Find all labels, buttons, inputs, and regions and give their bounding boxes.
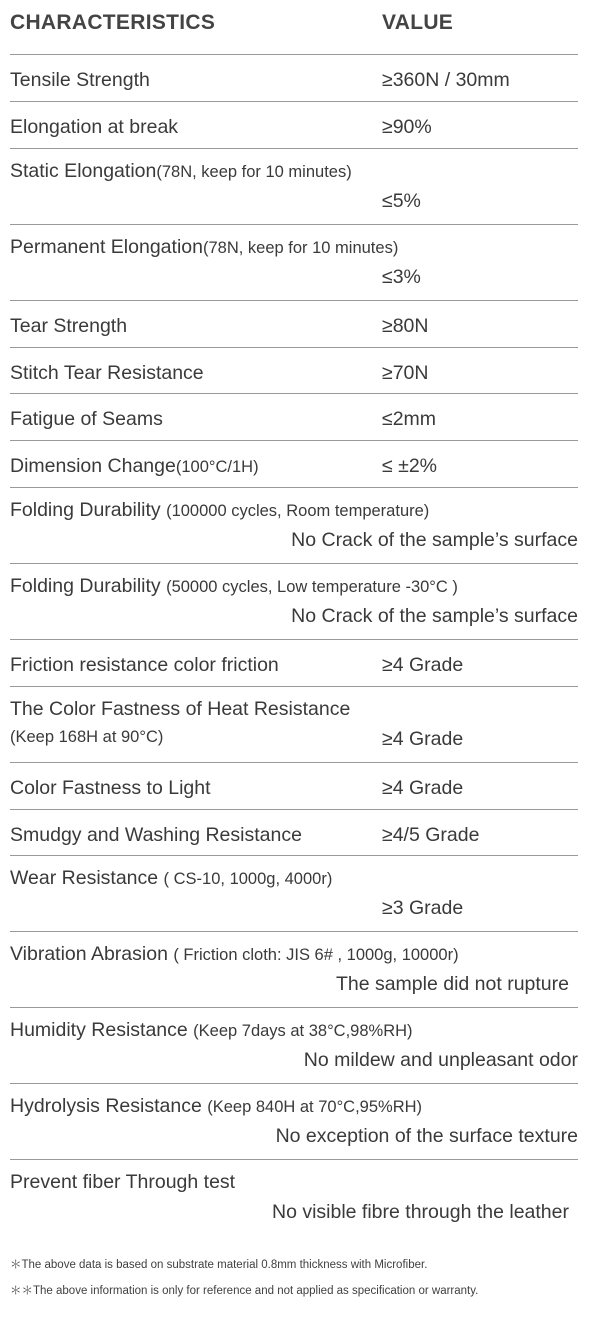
characteristic-value: ≥3 Grade xyxy=(382,897,464,919)
characteristic-name: Elongation at break xyxy=(10,116,179,138)
table-row xyxy=(10,102,578,149)
table-row xyxy=(10,441,578,488)
test-condition: ( CS-10, 1000g, 4000r) xyxy=(163,870,333,888)
table-row xyxy=(10,301,578,348)
characteristic-name: Tensile Strength xyxy=(10,69,150,91)
characteristic-value: ≥70N xyxy=(382,362,429,384)
characteristic-name: Dimension Change(100°C/1H) xyxy=(10,455,259,477)
characteristic-value: ≤5% xyxy=(382,190,421,212)
table-row xyxy=(10,55,578,102)
table-row xyxy=(10,1008,578,1084)
characteristic-value: ≥90% xyxy=(382,116,432,138)
table-row xyxy=(10,394,578,441)
characteristic-value: ≥4/5 Grade xyxy=(382,824,480,846)
table-row xyxy=(10,763,578,810)
characteristic-value: No Crack of the sample’s surface xyxy=(291,529,578,551)
table-row xyxy=(10,1084,578,1160)
footnotes xyxy=(10,1252,590,1304)
table-row xyxy=(10,225,578,301)
characteristic-name: Prevent fiber Through test xyxy=(10,1171,236,1193)
test-condition: (Keep 840H at 70°C,95%RH) xyxy=(207,1098,423,1116)
characteristic-name: Friction resistance color friction xyxy=(10,654,279,676)
characteristic-name: Static Elongation(78N, keep for 10 minutes) xyxy=(10,160,352,182)
characteristic-value: ≤ ±2% xyxy=(382,455,438,477)
table-row xyxy=(10,932,578,1008)
characteristic-value: ≥80N xyxy=(382,315,429,337)
table-row xyxy=(10,810,578,856)
characteristic-name: Humidity Resistance (Keep 7days at 38°C,98%RH) xyxy=(10,1019,413,1041)
characteristic-name: Folding Durability (100000 cycles, Room temperature) xyxy=(10,499,430,521)
characteristic-value: No Crack of the sample’s surface xyxy=(291,605,578,627)
characteristic-value: ≤3% xyxy=(382,266,421,288)
table-header xyxy=(10,0,578,55)
characteristic-value: ≥4 Grade xyxy=(382,728,464,750)
characteristic-value: No exception of the surface texture xyxy=(275,1125,578,1147)
characteristic-name: Vibration Abrasion ( Friction cloth: JIS 6# , 1000g, 10000r) xyxy=(10,943,459,965)
value-column-header: VALUE xyxy=(382,11,454,34)
characteristic-name: Stitch Tear Resistance xyxy=(10,362,204,384)
test-condition: (100000 cycles, Room temperature) xyxy=(166,502,430,520)
characteristic-name: Color Fastness to Light xyxy=(10,777,211,799)
table-row xyxy=(10,564,578,640)
characteristic-name: The Color Fastness of Heat Resistance xyxy=(10,698,351,720)
table-row xyxy=(10,488,578,564)
table-row xyxy=(10,687,578,763)
characteristic-value: ≥4 Grade xyxy=(382,654,464,676)
test-condition: (100°C/1H) xyxy=(175,458,259,476)
characteristic-name: Tear Strength xyxy=(10,315,128,337)
characteristic-value: ≤2mm xyxy=(382,408,437,430)
characteristic-value: The sample did not rupture xyxy=(335,973,569,995)
characteristic-value: ≥4 Grade xyxy=(382,777,464,799)
table-row xyxy=(10,348,578,394)
characteristic-name: Hydrolysis Resistance (Keep 840H at 70°C,95%RH) xyxy=(10,1095,423,1117)
characteristic-name: Permanent Elongation(78N, keep for 10 minutes) xyxy=(10,236,399,258)
characteristic-name: Fatigue of Seams xyxy=(10,408,163,430)
characteristic-name: Smudgy and Washing Resistance xyxy=(10,824,302,846)
test-condition: (50000 cycles, Low temperature -30°C ) xyxy=(166,578,458,596)
characteristic-name: Folding Durability (50000 cycles, Low temperature -30°C ) xyxy=(10,575,458,597)
footnote-disclaimer: ＊＊The above information is only for reference and not applied as specification or warranty. xyxy=(10,1285,479,1297)
test-condition: (Keep 168H at 90°C) xyxy=(10,728,164,746)
characteristic-value: No mildew and unpleasant odor xyxy=(303,1049,578,1071)
characteristics-column-header: CHARACTERISTICS xyxy=(10,11,216,34)
table-row xyxy=(10,1160,578,1236)
test-condition: (78N, keep for 10 minutes) xyxy=(202,239,399,257)
table-row xyxy=(10,149,578,225)
table-row xyxy=(10,640,578,687)
test-condition: (Keep 7days at 38°C,98%RH) xyxy=(193,1022,413,1040)
footnote-substrate: ＊The above data is based on substrate material 0.8mm thickness with Microfiber. xyxy=(10,1259,428,1271)
characteristic-name: Wear Resistance ( CS-10, 1000g, 4000r) xyxy=(10,867,333,889)
test-condition: ( Friction cloth: JIS 6# , 1000g, 10000r) xyxy=(173,946,459,964)
characteristic-value: No visible fibre through the leather xyxy=(271,1201,569,1223)
table-row xyxy=(10,856,578,932)
characteristics-table xyxy=(10,0,578,1236)
characteristic-value: ≥360N / 30mm xyxy=(382,69,510,91)
test-condition: (78N, keep for 10 minutes) xyxy=(156,163,352,181)
